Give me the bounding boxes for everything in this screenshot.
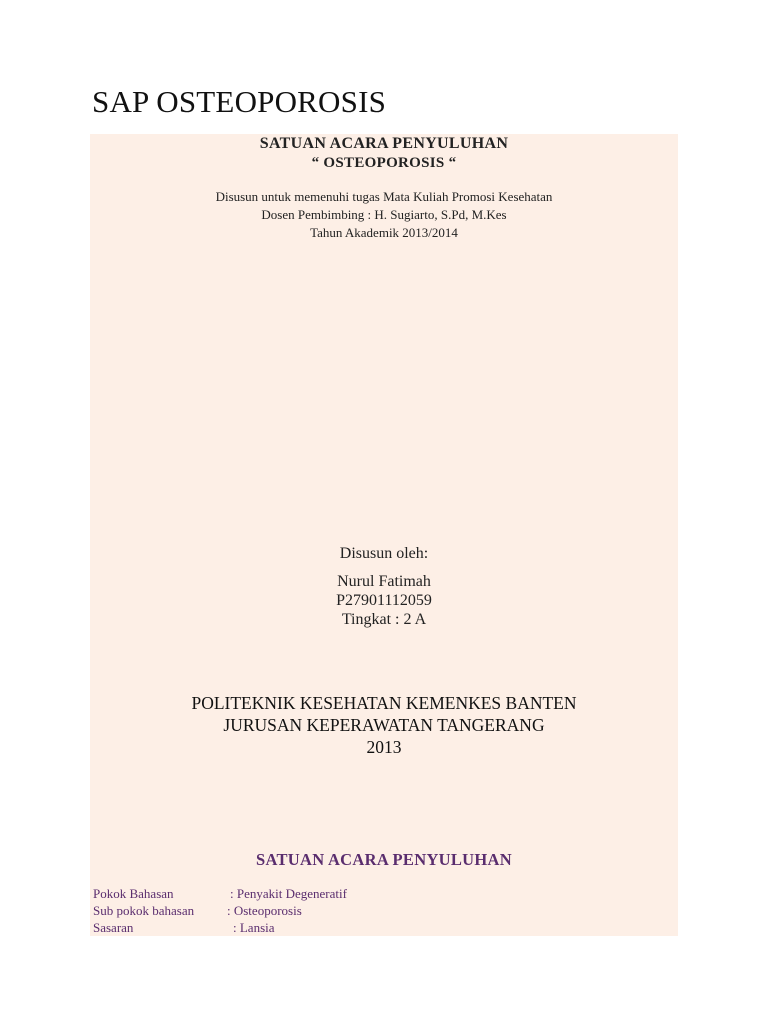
info-value: : Osteoporosis [227,903,302,918]
document-page [90,134,678,936]
info-value: : Penyakit Degeneratif [230,886,347,901]
cover-heading: SATUAN ACARA PENYULUHAN [259,135,509,152]
info-value: : Lansia [233,920,275,935]
prepared-by-label: Disusun oleh: [339,545,429,562]
section-heading: SATUAN ACARA PENYULUHAN [256,850,512,869]
info-label: Sub pokok bahasan [93,903,195,918]
meta-course: Disusun untuk memenuhi tugas Mata Kuliah Promosi Kesehatan [215,189,553,204]
author-name: Nurul Fatimah [337,573,431,590]
author-block [90,572,678,629]
info-label: Pokok Bahasan [93,886,174,901]
document-title: SAP OSTEOPOROSIS [92,84,387,119]
institution-year: 2013 [366,737,402,757]
cover-meta [90,188,678,242]
institution-name: POLITEKNIK KESEHATAN KEMENKES BANTEN [191,693,577,713]
cover-topic: “ OSTEOPOROSIS “ [311,155,457,171]
info-label: Sasaran [93,920,134,935]
meta-lecturer: Dosen Pembimbing : H. Sugiarto, S.Pd, M.Kes [261,207,507,222]
author-level: Tingkat : 2 A [341,611,427,628]
institution-department: JURUSAN KEPERAWATAN TANGERANG [223,715,545,735]
author-id: P27901112059 [336,592,432,609]
institution-block [90,692,678,758]
meta-academic-year: Tahun Akademik 2013/2014 [310,225,458,240]
